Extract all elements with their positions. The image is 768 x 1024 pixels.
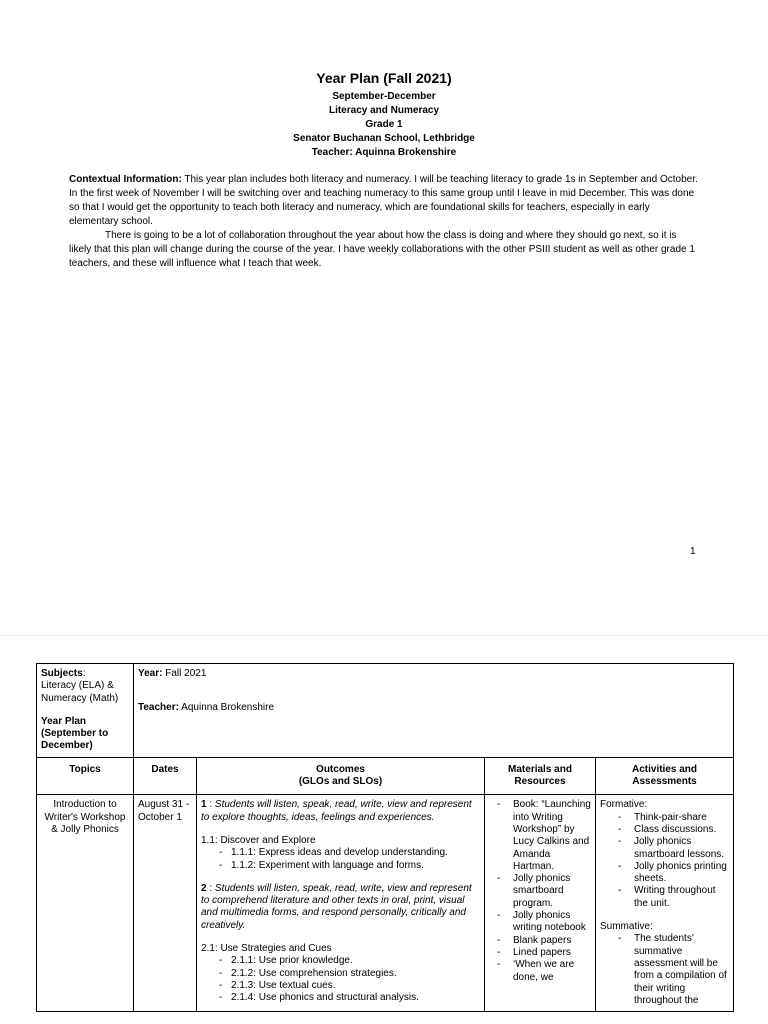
page-number: 1	[690, 546, 696, 557]
header-outcomes-title: Outcomes	[316, 763, 365, 775]
summative-list	[600, 933, 729, 1007]
subtitle-school: Senator Buchanan School, Lethbridge	[293, 133, 475, 144]
table-info-row	[37, 664, 734, 758]
list-item: - Jolly phonics printing sheets.	[618, 861, 729, 886]
glo-2	[201, 883, 480, 932]
slo-2-heading: 2.1: Use Strategies and Cues	[201, 943, 332, 955]
list-item: - 2.1.2: Use comprehension strategies.	[219, 968, 480, 980]
teacher-value: Aquinna Brokenshire	[178, 702, 275, 714]
slo-2-list	[201, 955, 480, 1004]
list-item: - Think-pair-share	[618, 812, 729, 824]
year-label: Year:	[138, 668, 163, 679]
glo-2-sep: :	[206, 882, 215, 894]
slo-1-heading: 1.1: Discover and Explore	[201, 834, 316, 846]
list-item: - ‘When we are done, we	[497, 959, 591, 984]
glo-2-text: Students will listen, speak, read, write, view and represent to comprehend literature and other texts in oral, print, visual and multimedia forms, and respond personally, critically and creatively.	[201, 882, 472, 931]
subjects-cell	[37, 664, 134, 758]
glo-1-text: Students will listen, speak, read, write, view and represent to explore thoughts, ideas, feelings and experiences.	[201, 799, 472, 823]
list-item: - 1.1.1: Express ideas and develop understanding.	[219, 847, 480, 859]
header-outcomes-sub: (GLOs and SLOs)	[298, 776, 383, 788]
dates-cell: August 31 - October 1	[134, 795, 197, 1012]
list-item: - Blank papers	[497, 935, 591, 947]
subtitle-dates: September-December	[332, 91, 436, 102]
header-topics: Topics	[37, 757, 134, 795]
year-plan-table	[36, 663, 734, 1012]
context-label: Contextual Information:	[69, 174, 182, 185]
header-dates: Dates	[134, 757, 197, 795]
list-item: - Class discussions.	[618, 824, 729, 836]
formative-list	[600, 812, 729, 910]
list-item: - 2.1.4: Use phonics and structural analysis.	[219, 992, 480, 1004]
slo-1-list	[201, 847, 480, 872]
subtitle-subjects: Literacy and Numeracy	[328, 105, 440, 116]
subjects-label: Subjects	[41, 668, 83, 679]
topic-cell: Introduction to Writer's Workshop & Jolly Phonics	[37, 795, 134, 1012]
year-value: Fall 2021	[162, 668, 207, 679]
year-teacher-cell	[134, 664, 734, 758]
outcomes-cell	[197, 795, 485, 1012]
materials-list	[489, 799, 591, 983]
glo-1-sep: :	[206, 799, 215, 811]
subtitle-teacher: Teacher: Aquinna Brokenshire	[311, 147, 457, 158]
glo-2-number: 2	[201, 882, 207, 894]
subjects-colon: :	[82, 668, 86, 679]
list-item: - Jolly phonics smartboard program.	[497, 873, 591, 910]
list-item: - 1.1.2: Experiment with language and forms.	[219, 860, 480, 872]
header-outcomes	[197, 757, 485, 795]
list-item: - Lined papers	[497, 947, 591, 959]
subtitle-grade: Grade 1	[365, 119, 403, 130]
summative-label: Summative:	[600, 921, 653, 933]
context-text-1: This year plan includes both literacy and numeracy. I will be teaching literacy to grade 1s in September and October. In the first week of November I will be switching over and teaching numeracy to this same group until I leave in mid December. This was done so that I would get the opportunity to teach both literacy and numeracy, which are foundational skills for teachers, especially in early elementary school.	[69, 174, 698, 227]
teacher-label: Teacher:	[138, 702, 179, 714]
list-item: - 2.1.3: Use textual cues.	[219, 980, 480, 992]
header-materials: Materials and Resources	[485, 757, 596, 795]
table-header-row	[37, 757, 734, 795]
contextual-information	[69, 173, 701, 271]
list-item: - Jolly phonics writing notebook	[497, 910, 591, 935]
activities-cell	[596, 795, 734, 1012]
year-plan-label: Year Plan (September to December)	[41, 715, 109, 752]
formative-label: Formative:	[600, 799, 648, 811]
list-item: - Jolly phonics smartboard lessons.	[618, 836, 729, 861]
table-row	[37, 795, 734, 1012]
materials-cell	[485, 795, 596, 1012]
glo-1	[201, 799, 480, 824]
list-item: - Writing throughout the unit.	[618, 885, 729, 910]
list-item: - Book: “Launching into Writing Workshop” by Lucy Calkins and Amanda Hartman.	[497, 799, 591, 873]
list-item: - 2.1.1: Use prior knowledge.	[219, 955, 480, 967]
document-title: Year Plan (Fall 2021)	[316, 70, 452, 86]
subjects-value: Literacy (ELA) & Numeracy (Math)	[41, 680, 119, 704]
context-paragraph-2: There is going to be a lot of collaboration throughout the year about how the class is doing and where they should go next, so it is likely that this plan will change during the course of the year. I have weekly collaborations with the other PSIII student as well as other grade 1 teachers, and these will influence what I teach that week.	[69, 230, 695, 269]
glo-1-number: 1	[201, 799, 207, 811]
context-paragraph-1	[69, 173, 701, 229]
header-activities: Activities and Assessments	[596, 757, 734, 795]
title-block	[0, 69, 768, 160]
page-separator	[0, 635, 768, 636]
list-item: - The students' summative assessment will be from a compilation of their writing throughout the	[618, 933, 729, 1007]
